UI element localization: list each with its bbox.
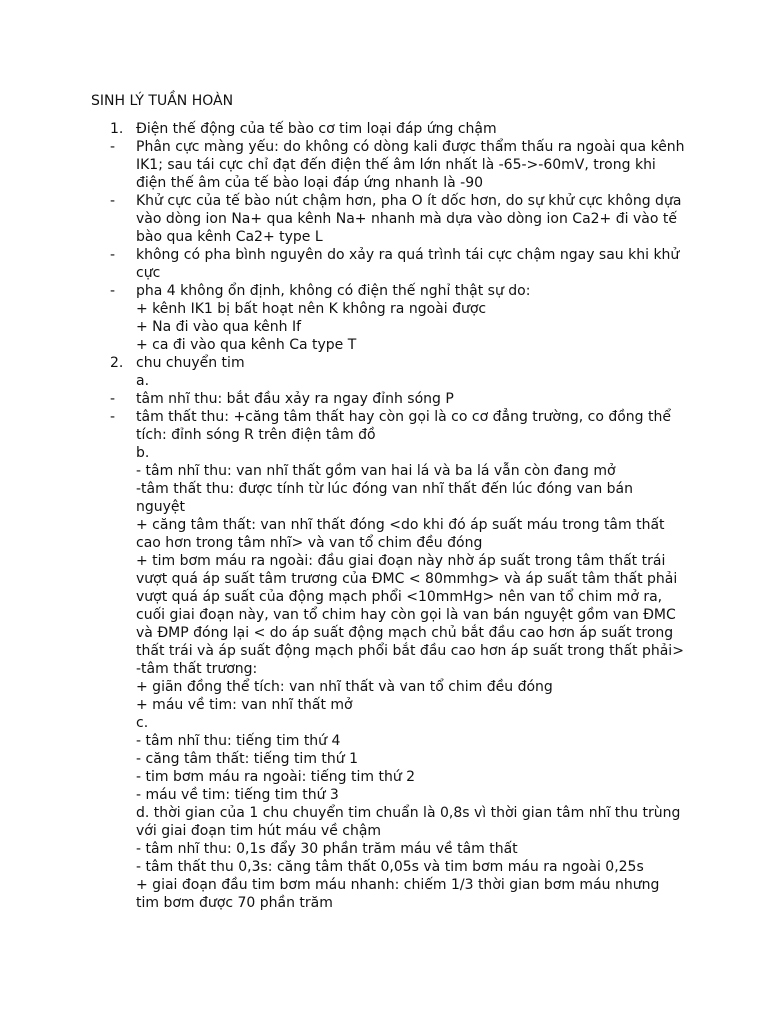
- list-indent: [110, 462, 136, 480]
- list-indent: [110, 228, 136, 246]
- list-item-line: [110, 138, 710, 156]
- line-text: cực: [136, 265, 161, 281]
- list-indent: [110, 210, 136, 228]
- list-indent: [110, 588, 136, 606]
- list-item-line: [110, 876, 710, 894]
- list-item-line: [110, 246, 710, 264]
- line-text: - tâm nhĩ thu: 0,1s đẩy 30 phần trăm máu về tâm thất: [136, 841, 518, 857]
- line-text: Điện thế động của tế bào cơ tim loại đáp ứng chậm: [136, 121, 497, 137]
- list-indent: [110, 480, 136, 498]
- list-indent: [110, 156, 136, 174]
- list-indent: [110, 318, 136, 336]
- list-item-line: [110, 606, 710, 624]
- list-indent: [110, 894, 136, 912]
- list-indent: [110, 696, 136, 714]
- line-text: + ca đi vào qua kênh Ca type T: [136, 337, 357, 353]
- list-item-line: [110, 228, 710, 246]
- line-text: pha 4 không ổn định, không có điện thế nghỉ thật sự do:: [136, 283, 531, 299]
- list-indent: [110, 768, 136, 786]
- line-text: - tim bơm máu ra ngoài: tiếng tim thứ 2: [136, 769, 416, 785]
- list-indent: [110, 336, 136, 354]
- document-title: SINH LÝ TUẦN HOÀN: [91, 93, 234, 109]
- list-item-line: [110, 336, 710, 354]
- line-text: + giai đoạn đầu tim bơm máu nhanh: chiếm 1/3 thời gian bơm máu nhưng: [136, 877, 660, 893]
- line-text: - máu về tim: tiếng tim thứ 3: [136, 787, 339, 803]
- list-item-line: [110, 786, 710, 804]
- line-text: + kênh IK1 bị bất hoạt nên K không ra ngoài được: [136, 301, 487, 317]
- line-text: thất trái và áp suất động mạch phổi bắt đầu cao hơn áp suất trong thất phải>: [136, 643, 684, 659]
- list-indent: [110, 804, 136, 822]
- list-indent: [110, 534, 136, 552]
- line-text: tâm nhĩ thu: bắt đầu xảy ra ngay đỉnh sóng P: [136, 391, 454, 407]
- line-text: không có pha bình nguyên do xảy ra quá trình tái cực chậm ngay sau khi khử: [136, 247, 680, 263]
- list-marker: 2.: [110, 355, 124, 371]
- list-indent: [110, 426, 136, 444]
- list-indent: [110, 624, 136, 642]
- list-indent: [110, 606, 136, 624]
- list-indent: [110, 660, 136, 678]
- list-marker: -: [110, 193, 116, 209]
- list-indent: [110, 732, 136, 750]
- line-text: - tâm thất thu 0,3s: căng tâm thất 0,05s và tim bơm máu ra ngoài 0,25s: [136, 859, 644, 875]
- list-item-line: [110, 390, 710, 408]
- line-text: điện thế âm của tế bào loại đáp ứng nhanh là -90: [136, 175, 484, 191]
- line-text: a.: [136, 373, 150, 389]
- list-indent: [110, 264, 136, 282]
- list-marker: -: [110, 247, 116, 263]
- list-indent: [110, 498, 136, 516]
- list-marker: -: [110, 283, 116, 299]
- list-item-line: [110, 498, 710, 516]
- line-text: + giãn đồng thể tích: van nhĩ thất và van tổ chim đều đóng: [136, 679, 553, 695]
- list-item-line: [110, 696, 710, 714]
- list-item-line: [110, 768, 710, 786]
- list-item-line: [110, 804, 710, 822]
- line-text: -tâm thất trương:: [136, 661, 258, 677]
- list-marker: -: [110, 409, 116, 425]
- line-text: - tâm nhĩ thu: tiếng tim thứ 4: [136, 733, 341, 749]
- list-item-line: [110, 516, 710, 534]
- list-indent: [110, 678, 136, 696]
- line-text: nguyệt: [136, 499, 186, 515]
- line-text: IK1; sau tái cực chỉ đạt đến điện thế âm lớn nhất là -65->-60mV, trong khi: [136, 157, 656, 173]
- list-indent: [110, 174, 136, 192]
- list-item-line: [110, 264, 710, 282]
- line-text: - căng tâm thất: tiếng tim thứ 1: [136, 751, 359, 767]
- list-item-line: [110, 300, 710, 318]
- list-indent: [110, 552, 136, 570]
- line-text: c.: [136, 715, 149, 731]
- line-text: tim bơm được 70 phần trăm: [136, 895, 333, 911]
- line-text: vượt quá áp suất của động mạch phổi <10mmHg> nên van tổ chim mở ra,: [136, 589, 663, 605]
- list-indent: [110, 786, 136, 804]
- list-indent: [110, 822, 136, 840]
- list-item-line: [110, 426, 710, 444]
- line-text: + máu về tim: van nhĩ thất mở: [136, 697, 353, 713]
- line-text: Khử cực của tế bào nút chậm hơn, pha O ít dốc hơn, do sự khử cực không dựa: [136, 193, 682, 209]
- line-text: - tâm nhĩ thu: van nhĩ thất gồm van hai lá và ba lá vẫn còn đang mở: [136, 463, 616, 479]
- line-text: + tim bơm máu ra ngoài: đầu giai đoạn này nhờ áp suất trong tâm thất trái: [136, 553, 666, 569]
- numbered-item-line: [110, 372, 710, 390]
- list-item-line: [110, 840, 710, 858]
- list-item-line: [110, 444, 710, 462]
- list-item-line: [110, 318, 710, 336]
- numbered-item-line: [110, 354, 710, 372]
- list-item-line: [110, 678, 710, 696]
- line-text: cuối giai đoạn này, van tổ chim hay còn gọi là van bán nguyệt gồm van ĐMC: [136, 607, 676, 623]
- line-text: d. thời gian của 1 chu chuyển tim chuẩn là 0,8s vì thời gian tâm nhĩ thu trùng: [136, 805, 681, 821]
- line-text: chu chuyển tim: [136, 355, 245, 371]
- list-item-line: [110, 534, 710, 552]
- list-item-line: [110, 642, 710, 660]
- line-text: và ĐMP đóng lại < do áp suất động mạch chủ bắt đầu cao hơn áp suất trong: [136, 625, 674, 641]
- line-text: cao hơn trong tâm nhĩ> và van tổ chim đều đóng: [136, 535, 483, 551]
- list-marker: -: [110, 391, 116, 407]
- list-indent: [110, 858, 136, 876]
- list-item-line: [110, 660, 710, 678]
- line-text: Phân cực màng yếu: do không có dòng kali được thẩm thấu ra ngoài qua kênh: [136, 139, 685, 155]
- list-item-line: [110, 210, 710, 228]
- list-item-line: [110, 732, 710, 750]
- list-item-line: [110, 174, 710, 192]
- line-text: tâm thất thu: +căng tâm thất hay còn gọi là co cơ đẳng trường, co đồng thể: [136, 409, 671, 425]
- line-text: + Na đi vào qua kênh If: [136, 319, 302, 335]
- line-text: bào qua kênh Ca2+ type L: [136, 229, 323, 245]
- list-item-line: [110, 552, 710, 570]
- line-text: vào dòng ion Na+ qua kênh Na+ nhanh mà dựa vào dòng ion Ca2+ đi vào tế: [136, 211, 677, 227]
- list-item-line: [110, 588, 710, 606]
- list-indent: [110, 570, 136, 588]
- list-indent: [110, 516, 136, 534]
- list-indent: [110, 444, 136, 462]
- list-indent: [110, 750, 136, 768]
- list-item-line: [110, 282, 710, 300]
- list-item-line: [110, 156, 710, 174]
- list-indent: [110, 300, 136, 318]
- document-body: [110, 120, 710, 912]
- line-text: + căng tâm thất: van nhĩ thất đóng <do khi đó áp suất máu trong tâm thất: [136, 517, 665, 533]
- line-text: b.: [136, 445, 150, 461]
- list-marker: 1.: [110, 121, 124, 137]
- list-item-line: [110, 192, 710, 210]
- list-marker: -: [110, 139, 116, 155]
- list-item-line: [110, 480, 710, 498]
- list-indent: [110, 714, 136, 732]
- list-item-line: [110, 750, 710, 768]
- list-indent: [110, 840, 136, 858]
- list-item-line: [110, 408, 710, 426]
- list-item-line: [110, 570, 710, 588]
- list-item-line: [110, 858, 710, 876]
- list-item-line: [110, 462, 710, 480]
- list-indent: [110, 372, 136, 390]
- list-item-line: [110, 894, 710, 912]
- list-indent: [110, 876, 136, 894]
- list-item-line: [110, 714, 710, 732]
- list-item-line: [110, 624, 710, 642]
- line-text: tích: đỉnh sóng R trên điện tâm đồ: [136, 427, 376, 443]
- list-item-line: [110, 822, 710, 840]
- line-text: -tâm thất thu: được tính từ lúc đóng van nhĩ thất đến lúc đóng van bán: [136, 481, 633, 497]
- numbered-item-line: [110, 120, 710, 138]
- line-text: vượt quá áp suất tâm trương của ĐMC < 80mmhg> và áp suất tâm thất phải: [136, 571, 678, 587]
- list-indent: [110, 642, 136, 660]
- line-text: với giai đoạn tim hút máu về chậm: [136, 823, 382, 839]
